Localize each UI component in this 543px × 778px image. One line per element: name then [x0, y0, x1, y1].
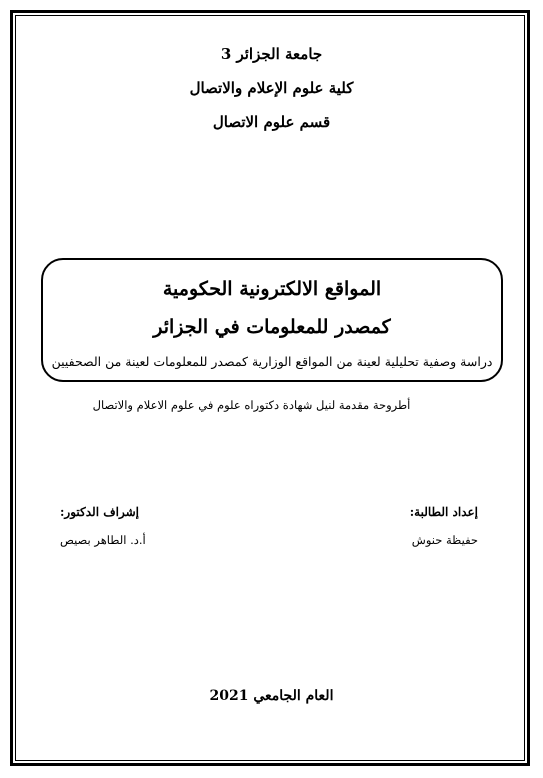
- supervisor-label: إشراف الدكتور:: [60, 505, 140, 519]
- student-label: إعداد الطالبة:: [409, 505, 478, 519]
- title-box: [41, 258, 503, 382]
- thesis-title-line2: كمصدر للمعلومات في الجزائر: [153, 316, 391, 338]
- thesis-note: أطروحة مقدمة لنيل شهادة دكتوراه علوم في علوم الاعلام والاتصال: [92, 398, 411, 412]
- faculty-name: كلية علوم الإعلام والاتصال: [189, 79, 354, 97]
- thesis-title-line1: المواقع الالكترونية الحكومية: [162, 278, 382, 300]
- university-name: جامعة الجزائر 3: [220, 45, 323, 63]
- student-name: حفيظة حنوش: [411, 533, 478, 547]
- thesis-subtitle: دراسة وصفية تحليلية لعينة من المواقع الوزارية كمصدر للمعلومات لعينة من الصحفيين: [51, 354, 493, 369]
- supervisor-name: أ.د. الطاهر بصيص: [60, 533, 146, 547]
- academic-year: العام الجامعي 2021: [209, 688, 334, 704]
- department-name: قسم علوم الاتصال: [212, 113, 331, 131]
